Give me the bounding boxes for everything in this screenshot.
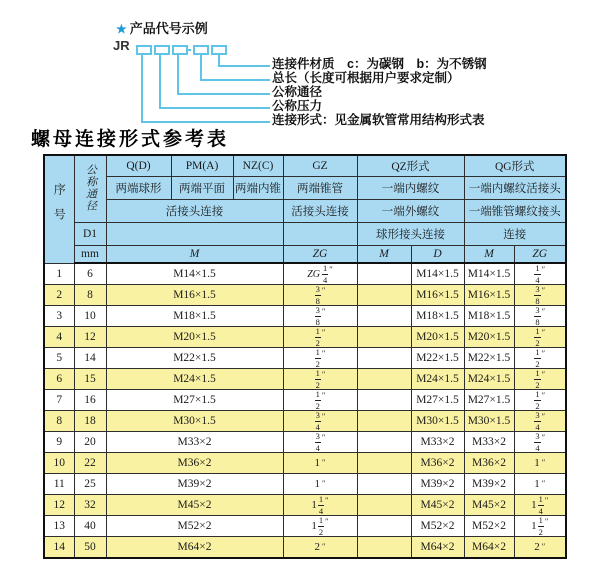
- cell-m: M22×1.5: [106, 348, 283, 369]
- code-dash: [186, 49, 191, 51]
- cell-gz: 1 $\frac{1}{2}$ ″: [283, 516, 357, 537]
- cell-gz: $\frac{3}{4}$ ″: [283, 432, 357, 453]
- cell-qg-m: M22×1.5: [464, 348, 514, 369]
- table-row: [44, 474, 566, 495]
- diagram-title-text: 产品代号示例: [129, 21, 208, 36]
- cell-mm: 15: [74, 369, 106, 390]
- star-icon: ★: [116, 22, 127, 36]
- cell-qz-d: M16×1.5: [411, 285, 464, 306]
- cell-mm: 16: [74, 390, 106, 411]
- table-row: [44, 495, 566, 516]
- cell-mm: 12: [74, 327, 106, 348]
- cell-m: M20×1.5: [106, 327, 283, 348]
- cell-gz: 1 ″: [283, 453, 357, 474]
- cell-gz: $\frac{1}{2}$ ″: [283, 390, 357, 411]
- header-form-pma: PM(A): [171, 155, 233, 177]
- table-row: [44, 348, 566, 369]
- cell-m: M16×1.5: [106, 285, 283, 306]
- cell-mm: 25: [74, 474, 106, 495]
- cell-no: 4: [44, 327, 74, 348]
- cell-qg-m: M18×1.5: [464, 306, 514, 327]
- cell-qg-m: M33×2: [464, 432, 514, 453]
- cell-qg-m: M30×1.5: [464, 411, 514, 432]
- cell-mm: 6: [74, 263, 106, 285]
- table-body: [44, 263, 566, 558]
- cell-qz-m: [357, 390, 411, 411]
- cell-qz-m: [357, 306, 411, 327]
- header-end-qg: 一端内螺纹活接头: [464, 177, 566, 200]
- cell-qg-zg: 1 $\frac{1}{4}$ ″: [514, 495, 566, 516]
- cell-no: 8: [44, 411, 74, 432]
- code-prefix: JR: [113, 38, 130, 53]
- table-row: [44, 516, 566, 537]
- cell-qg-m: M20×1.5: [464, 327, 514, 348]
- cell-qg-zg: $\frac{1}{2}$ ″: [514, 369, 566, 390]
- header-end-pma: 两端平面: [171, 177, 233, 200]
- cell-qg-zg: 1 ″: [514, 474, 566, 495]
- header-nominal-diameter: [74, 155, 106, 223]
- cell-gz: 1 ″: [283, 474, 357, 495]
- table-row: [44, 263, 566, 285]
- header-conn-union: 活接头连接: [106, 200, 283, 223]
- header-row-end-types: [44, 177, 566, 200]
- cell-no: 1: [44, 263, 74, 285]
- cell-gz: ZG $\frac{1}{4}$ ″: [283, 263, 357, 285]
- cell-m: M14×1.5: [106, 263, 283, 285]
- table-row: [44, 306, 566, 327]
- cell-qz-m: [357, 411, 411, 432]
- cell-qz-d: M33×2: [411, 432, 464, 453]
- cell-qg-m: M27×1.5: [464, 390, 514, 411]
- cell-m: M36×2: [106, 453, 283, 474]
- cell-qz-m: [357, 369, 411, 390]
- cell-qg-zg: 1 $\frac{1}{2}$ ″: [514, 516, 566, 537]
- header-row-connection-types: [44, 200, 566, 223]
- cell-qz-d: M18×1.5: [411, 306, 464, 327]
- cell-mm: 14: [74, 348, 106, 369]
- header-row-forms: [44, 155, 566, 177]
- cell-qz-m: [357, 474, 411, 495]
- table-title: 螺母连接形式参考表: [31, 128, 230, 150]
- cell-qz-m: [357, 432, 411, 453]
- header-blank-gz: [283, 223, 357, 246]
- table-row: [44, 453, 566, 474]
- connector-line-5: [218, 53, 270, 67]
- cell-qz-d: M39×2: [411, 474, 464, 495]
- cell-mm: 20: [74, 432, 106, 453]
- header-serial-text: 序号: [52, 182, 67, 233]
- header-conn-qg: 一端锥管螺纹接头: [464, 200, 566, 223]
- cell-qz-d: M30×1.5: [411, 411, 464, 432]
- cell-no: 9: [44, 432, 74, 453]
- header-thread-zg: ZG: [283, 246, 357, 264]
- table-header: [44, 155, 566, 263]
- header-form-qd: Q(D): [106, 155, 171, 177]
- nut-connection-reference-table: [43, 154, 567, 559]
- cell-gz: 1 $\frac{1}{4}$ ″: [283, 495, 357, 516]
- table-row: [44, 390, 566, 411]
- cell-m: M45×2: [106, 495, 283, 516]
- cell-qz-d: M14×1.5: [411, 263, 464, 285]
- cell-qg-m: M14×1.5: [464, 263, 514, 285]
- cell-qz-m: [357, 495, 411, 516]
- cell-m: M30×1.5: [106, 411, 283, 432]
- cell-qg-zg: $\frac{3}{4}$ ″: [514, 432, 566, 453]
- diagram-label-pressure: 公称压力: [272, 99, 323, 113]
- cell-no: 2: [44, 285, 74, 306]
- cell-no: 13: [44, 516, 74, 537]
- cell-qz-m: [357, 285, 411, 306]
- diagram-label-length: 总长（长度可根据用户要求定制）: [272, 71, 460, 85]
- header-unit-mm: mm: [74, 246, 106, 264]
- diagram-label-material: 连接件材质 c：为碳钢 b：为不锈钢: [272, 57, 487, 71]
- header-thread-qz-d: D: [411, 246, 464, 264]
- cell-no: 14: [44, 537, 74, 559]
- cell-m: M27×1.5: [106, 390, 283, 411]
- cell-no: 3: [44, 306, 74, 327]
- cell-no: 12: [44, 495, 74, 516]
- header-form-qz: QZ形式: [357, 155, 464, 177]
- cell-gz: $\frac{3}{8}$ ″: [283, 285, 357, 306]
- cell-qg-zg: $\frac{1}{2}$ ″: [514, 390, 566, 411]
- cell-qz-m: [357, 537, 411, 559]
- cell-qg-m: M52×2: [464, 516, 514, 537]
- cell-mm: 32: [74, 495, 106, 516]
- cell-qg-zg: $\frac{3}{8}$ ″: [514, 285, 566, 306]
- cell-qz-d: M36×2: [411, 453, 464, 474]
- header-form-qg: QG形式: [464, 155, 566, 177]
- table-row: [44, 285, 566, 306]
- header-row-thread: [44, 246, 566, 264]
- cell-qg-m: M24×1.5: [464, 369, 514, 390]
- cell-qz-m: [357, 327, 411, 348]
- header-form-gz: GZ: [283, 155, 357, 177]
- cell-qg-zg: $\frac{3}{8}$ ″: [514, 306, 566, 327]
- cell-gz: 2 ″: [283, 537, 357, 559]
- cell-m: M39×2: [106, 474, 283, 495]
- header-serial: [44, 155, 74, 263]
- table-row: [44, 432, 566, 453]
- cell-mm: 22: [74, 453, 106, 474]
- cell-mm: 8: [74, 285, 106, 306]
- diagram-label-connection: 连接形式：见金属软管常用结构形式表: [272, 113, 485, 127]
- cell-qz-m: [357, 263, 411, 285]
- cell-qg-m: M16×1.5: [464, 285, 514, 306]
- cell-no: 6: [44, 369, 74, 390]
- cell-mm: 10: [74, 306, 106, 327]
- header-conn-gz: 活接头连接: [283, 200, 357, 223]
- cell-qg-zg: $\frac{1}{4}$ ″: [514, 263, 566, 285]
- cell-qz-d: M64×2: [411, 537, 464, 559]
- header-end-qz: 一端内螺纹: [357, 177, 464, 200]
- cell-no: 10: [44, 453, 74, 474]
- cell-qz-d: M24×1.5: [411, 369, 464, 390]
- cell-qg-zg: $\frac{1}{2}$ ″: [514, 327, 566, 348]
- cell-qg-zg: $\frac{3}{4}$ ″: [514, 411, 566, 432]
- cell-qz-d: M22×1.5: [411, 348, 464, 369]
- cell-no: 5: [44, 348, 74, 369]
- cell-qg-m: M39×2: [464, 474, 514, 495]
- cell-gz: $\frac{3}{4}$ ″: [283, 411, 357, 432]
- header-thread-m: M: [106, 246, 283, 264]
- header-row-d1: [44, 223, 566, 246]
- cell-no: 7: [44, 390, 74, 411]
- cell-qg-m: M36×2: [464, 453, 514, 474]
- cell-gz: $\frac{1}{2}$ ″: [283, 369, 357, 390]
- header-blank-left: [106, 223, 283, 246]
- cell-qg-zg: $\frac{1}{2}$ ″: [514, 348, 566, 369]
- cell-qz-m: [357, 453, 411, 474]
- cell-qz-d: M45×2: [411, 495, 464, 516]
- cell-qz-m: [357, 516, 411, 537]
- header-form-nzc: NZ(C): [233, 155, 283, 177]
- table-row: [44, 411, 566, 432]
- cell-gz: $\frac{1}{2}$ ″: [283, 348, 357, 369]
- cell-m: M33×2: [106, 432, 283, 453]
- table-row: [44, 369, 566, 390]
- cell-qz-d: M52×2: [411, 516, 464, 537]
- cell-mm: 50: [74, 537, 106, 559]
- cell-gz: $\frac{3}{8}$ ″: [283, 306, 357, 327]
- cell-m: M18×1.5: [106, 306, 283, 327]
- header-d1: D1: [74, 223, 106, 246]
- header-thread-qz-m: M: [357, 246, 411, 264]
- cell-mm: 40: [74, 516, 106, 537]
- header-conn2-qg: 连接: [464, 223, 566, 246]
- table-row: [44, 327, 566, 348]
- diagram-title: [116, 18, 208, 37]
- header-thread-qg-zg: ZG: [514, 246, 566, 264]
- cell-m: M24×1.5: [106, 369, 283, 390]
- cell-mm: 18: [74, 411, 106, 432]
- header-conn2-qz: 球形接头连接: [357, 223, 464, 246]
- header-conn-qz: 一端外螺纹: [357, 200, 464, 223]
- cell-qz-d: M20×1.5: [411, 327, 464, 348]
- header-end-gz: 两端锥管: [283, 177, 357, 200]
- header-end-qd: 两端球形: [106, 177, 171, 200]
- cell-m: M64×2: [106, 537, 283, 559]
- cell-qz-d: M27×1.5: [411, 390, 464, 411]
- cell-qg-zg: 2 ″: [514, 537, 566, 559]
- table-row: [44, 537, 566, 559]
- cell-no: 11: [44, 474, 74, 495]
- cell-qz-m: [357, 348, 411, 369]
- header-thread-qg-m: M: [464, 246, 514, 264]
- cell-qg-m: M64×2: [464, 537, 514, 559]
- diagram-label-diameter: 公称通径: [272, 85, 323, 99]
- header-end-nzc: 两端内锥: [233, 177, 283, 200]
- header-dn-text: 公称通径: [84, 163, 97, 212]
- cell-qg-zg: 1 ″: [514, 453, 566, 474]
- cell-m: M52×2: [106, 516, 283, 537]
- cell-qg-m: M45×2: [464, 495, 514, 516]
- cell-gz: $\frac{1}{2}$ ″: [283, 327, 357, 348]
